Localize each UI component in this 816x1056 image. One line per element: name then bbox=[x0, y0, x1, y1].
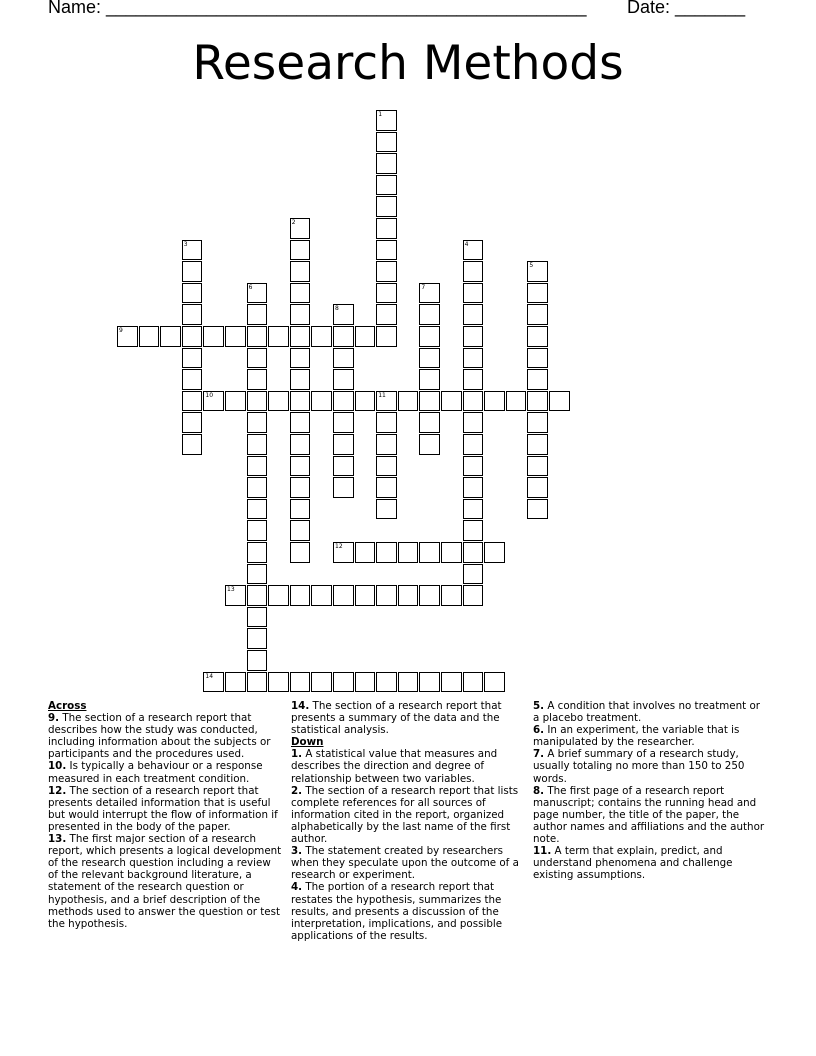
crossword-cell[interactable] bbox=[419, 585, 440, 606]
crossword-cell[interactable] bbox=[247, 304, 268, 325]
name-field-label: Name: ________________________________________________ bbox=[48, 0, 587, 17]
crossword-cell[interactable] bbox=[355, 326, 376, 347]
crossword-cell[interactable] bbox=[290, 261, 311, 282]
crossword-cell[interactable] bbox=[333, 412, 354, 433]
crossword-cell[interactable] bbox=[290, 283, 311, 304]
crossword-cell[interactable] bbox=[333, 672, 354, 693]
crossword-cell[interactable] bbox=[247, 499, 268, 520]
crossword-cell[interactable] bbox=[398, 391, 419, 412]
crossword-cell[interactable] bbox=[290, 456, 311, 477]
down-heading: Down bbox=[291, 736, 324, 749]
crossword-cell[interactable] bbox=[376, 261, 397, 282]
clue-number-label: 2 bbox=[291, 219, 296, 226]
crossword-cell[interactable] bbox=[463, 477, 484, 498]
crossword-cell[interactable] bbox=[376, 132, 397, 153]
crossword-cell[interactable] bbox=[182, 304, 203, 325]
crossword-cell[interactable] bbox=[247, 348, 268, 369]
crossword-cell[interactable] bbox=[247, 650, 268, 671]
crossword-cell[interactable] bbox=[247, 391, 268, 412]
crossword-cell[interactable] bbox=[333, 304, 354, 325]
crossword-cell[interactable] bbox=[463, 283, 484, 304]
crossword-cell[interactable] bbox=[333, 348, 354, 369]
crossword-cell[interactable] bbox=[419, 542, 440, 563]
crossword-cell[interactable] bbox=[527, 434, 548, 455]
date-field-label: Date: _______ bbox=[627, 0, 746, 17]
crossword-cell[interactable] bbox=[527, 477, 548, 498]
crossword-cell[interactable] bbox=[419, 412, 440, 433]
crossword-cell[interactable] bbox=[527, 283, 548, 304]
crossword-cell[interactable] bbox=[290, 434, 311, 455]
crossword-cell[interactable] bbox=[527, 456, 548, 477]
crossword-cell[interactable] bbox=[376, 110, 397, 131]
crossword-cell[interactable] bbox=[247, 326, 268, 347]
clue-down-1: 1. A statistical value that measures and describes the direction and degree of relationship between two variables. bbox=[291, 748, 498, 785]
clue-down-6: 6. In an experiment, the variable that is manipulated by the researcher. bbox=[533, 724, 740, 749]
crossword-cell[interactable] bbox=[268, 672, 289, 693]
crossword-cell[interactable] bbox=[549, 391, 570, 412]
crossword-cell[interactable] bbox=[376, 240, 397, 261]
crossword-cell[interactable] bbox=[355, 542, 376, 563]
crossword-cell[interactable] bbox=[268, 391, 289, 412]
crossword-cell[interactable] bbox=[441, 585, 462, 606]
crossword-cell[interactable] bbox=[290, 218, 311, 239]
crossword-cell[interactable] bbox=[463, 348, 484, 369]
clue-number-label: 13 bbox=[227, 586, 235, 594]
crossword-cell[interactable] bbox=[290, 499, 311, 520]
crossword-cell[interactable] bbox=[376, 304, 397, 325]
crossword-cell[interactable] bbox=[376, 542, 397, 563]
clue-number-label: 1 bbox=[378, 111, 383, 118]
crossword-cell[interactable] bbox=[419, 391, 440, 412]
crossword-cell[interactable] bbox=[463, 499, 484, 520]
crossword-cell[interactable] bbox=[117, 326, 138, 347]
crossword-cell[interactable] bbox=[376, 175, 397, 196]
crossword-cell[interactable] bbox=[419, 304, 440, 325]
crossword-cell[interactable] bbox=[290, 391, 311, 412]
crossword-cell[interactable] bbox=[376, 283, 397, 304]
crossword-cell[interactable] bbox=[398, 542, 419, 563]
crossword-cell[interactable] bbox=[203, 391, 224, 412]
crossword-cell[interactable] bbox=[463, 520, 484, 541]
crossword-cell[interactable] bbox=[463, 391, 484, 412]
clue-number-label: 6 bbox=[248, 283, 253, 291]
clue-down-7: 7. A brief summary of a research study, usually totaling no more than 150 to 250 words. bbox=[533, 748, 745, 785]
crossword-cell[interactable] bbox=[182, 434, 203, 455]
crossword-cell[interactable] bbox=[290, 348, 311, 369]
crossword-cell[interactable] bbox=[419, 326, 440, 347]
crossword-cell[interactable] bbox=[225, 391, 246, 412]
clue-number-label: 9 bbox=[119, 327, 123, 334]
crossword-cell[interactable] bbox=[247, 456, 268, 477]
crossword-cell[interactable] bbox=[203, 326, 224, 347]
clue-number-label: 11 bbox=[378, 391, 386, 399]
crossword-cell[interactable] bbox=[182, 348, 203, 369]
clue-down-4: 4. The portion of a research report that restates the hypothesis, summarizes the results, and presents a discussion of the interpretation, implications, and possible applications of the results. bbox=[291, 881, 503, 942]
crossword-cell[interactable] bbox=[527, 391, 548, 412]
crossword-cell[interactable] bbox=[419, 369, 440, 390]
crossword-cell[interactable] bbox=[333, 326, 354, 347]
crossword-cell[interactable] bbox=[247, 542, 268, 563]
clue-across-12: 12. The section of a research report that presents detailed information that is useful but would interrupt the flow of information if presented in the body of the paper. bbox=[48, 784, 278, 833]
across-heading: Across bbox=[48, 700, 87, 712]
crossword-cell[interactable] bbox=[463, 564, 484, 585]
crossword-cell[interactable] bbox=[376, 153, 397, 174]
crossword-cell[interactable] bbox=[463, 412, 484, 433]
crossword-cell[interactable] bbox=[398, 585, 419, 606]
crossword-cell[interactable] bbox=[247, 628, 268, 649]
crossword-cell[interactable] bbox=[247, 672, 268, 693]
page-title: Research Methods bbox=[192, 36, 624, 91]
crossword-cell[interactable] bbox=[247, 607, 268, 628]
crossword-cell[interactable] bbox=[225, 326, 246, 347]
crossword-cell[interactable] bbox=[527, 369, 548, 390]
crossword-cell[interactable] bbox=[463, 585, 484, 606]
clue-across-10: 10. Is typically a behaviour or a response measured in each treatment condition. bbox=[48, 760, 263, 785]
crossword-cell[interactable] bbox=[376, 434, 397, 455]
crossword-cell[interactable] bbox=[268, 585, 289, 606]
crossword-cell[interactable] bbox=[290, 326, 311, 347]
crossword-cell[interactable] bbox=[247, 369, 268, 390]
crossword-cell[interactable] bbox=[225, 585, 246, 606]
clue-down-8: 8. The first page of a research report manuscript; contains the running head and page number, the title of the paper, the author names and affiliations and the author note. bbox=[533, 784, 765, 846]
crossword-cell[interactable] bbox=[527, 304, 548, 325]
crossword-cell[interactable] bbox=[355, 672, 376, 693]
crossword-cell[interactable] bbox=[527, 412, 548, 433]
crossword-cell[interactable] bbox=[182, 261, 203, 282]
clue-number-label: 12 bbox=[335, 543, 343, 550]
crossword-cell[interactable] bbox=[182, 412, 203, 433]
crossword-cell[interactable] bbox=[290, 477, 311, 498]
crossword-cell[interactable] bbox=[419, 348, 440, 369]
crossword-cell[interactable] bbox=[290, 369, 311, 390]
clue-number-label: 5 bbox=[529, 262, 534, 270]
clue-down-11: 11. A term that explain, predict, and understand phenomena and challenge existing assumptions. bbox=[533, 845, 733, 882]
crossword-cell[interactable] bbox=[419, 283, 440, 304]
crossword-cell[interactable] bbox=[527, 261, 548, 282]
crossword-cell[interactable] bbox=[290, 240, 311, 261]
crossword-cell[interactable] bbox=[463, 542, 484, 563]
clue-number-label: 3 bbox=[183, 240, 188, 248]
crossword-cell[interactable] bbox=[182, 391, 203, 412]
clue-down-5: 5. A condition that involves no treatment or a placebo treatment. bbox=[533, 700, 761, 725]
crossword-cell[interactable] bbox=[484, 542, 505, 563]
clues-column-1 bbox=[48, 700, 283, 930]
crossword-cell[interactable] bbox=[290, 672, 311, 693]
clue-number-label: 7 bbox=[421, 283, 426, 291]
crossword-cell[interactable] bbox=[506, 391, 527, 412]
crossword-cell[interactable] bbox=[398, 672, 419, 693]
crossword-cell[interactable] bbox=[376, 326, 397, 347]
crossword-cell[interactable] bbox=[463, 434, 484, 455]
crossword-cell[interactable] bbox=[376, 391, 397, 412]
clue-across-13: 13. The first major section of a research report, which presents a logical development of the research question including a review of the relevant background literature, a statement of the research question or hypothesis, and a brief description of the methods used to answer the question or test the hypothesis. bbox=[48, 833, 282, 930]
crossword-cell[interactable] bbox=[247, 412, 268, 433]
crossword-cell[interactable] bbox=[355, 391, 376, 412]
crossword-cell[interactable] bbox=[419, 672, 440, 693]
crossword-cell[interactable] bbox=[463, 326, 484, 347]
crossword-cell[interactable] bbox=[376, 412, 397, 433]
clues-column-3 bbox=[533, 700, 768, 881]
crossword-cell[interactable] bbox=[247, 520, 268, 541]
crossword-cell[interactable] bbox=[225, 672, 246, 693]
crossword-cell[interactable] bbox=[311, 585, 332, 606]
clue-number-label: 10 bbox=[205, 391, 214, 399]
crossword-cell[interactable] bbox=[376, 218, 397, 239]
crossword-cell[interactable] bbox=[333, 542, 354, 563]
crossword-cell[interactable] bbox=[333, 391, 354, 412]
crossword-cell[interactable] bbox=[182, 326, 203, 347]
clue-across-14: 14. The section of a research report that presents a summary of the data and the statistical analysis. bbox=[291, 700, 502, 737]
crossword-cell[interactable] bbox=[333, 369, 354, 390]
crossword-cell[interactable] bbox=[376, 196, 397, 217]
clue-down-3: 3. The statement created by researchers when they speculate upon the outcome of a research or experiment. bbox=[291, 845, 519, 882]
crossword-cell[interactable] bbox=[376, 585, 397, 606]
crossword-cell[interactable] bbox=[441, 542, 462, 563]
crossword-cell[interactable] bbox=[333, 456, 354, 477]
clue-number-label: 4 bbox=[464, 240, 469, 248]
crossword-cell[interactable] bbox=[311, 672, 332, 693]
crossword-cell[interactable] bbox=[419, 434, 440, 455]
crossword-cell[interactable] bbox=[247, 477, 268, 498]
crossword-cell[interactable] bbox=[160, 326, 181, 347]
crossword-cell[interactable] bbox=[290, 520, 311, 541]
clue-number-label: 8 bbox=[335, 305, 339, 313]
crossword-cell[interactable] bbox=[441, 672, 462, 693]
crossword-cell[interactable] bbox=[290, 542, 311, 563]
crossword-cell[interactable] bbox=[463, 261, 484, 282]
crossword-cell[interactable] bbox=[484, 391, 505, 412]
crossword-cell[interactable] bbox=[182, 369, 203, 390]
crossword-cell[interactable] bbox=[311, 326, 332, 347]
crossword-cell[interactable] bbox=[527, 326, 548, 347]
crossword-cell[interactable] bbox=[311, 391, 332, 412]
crossword-cell[interactable] bbox=[182, 240, 203, 261]
crossword-cell[interactable] bbox=[463, 240, 484, 261]
crossword-cell[interactable] bbox=[333, 585, 354, 606]
crossword-cell[interactable] bbox=[527, 499, 548, 520]
crossword-cell[interactable] bbox=[463, 456, 484, 477]
crossword-cell[interactable] bbox=[441, 391, 462, 412]
crossword-cell[interactable] bbox=[247, 585, 268, 606]
crossword-cell[interactable] bbox=[247, 283, 268, 304]
crossword-cell[interactable] bbox=[247, 434, 268, 455]
crossword-cell[interactable] bbox=[376, 456, 397, 477]
crossword-cell[interactable] bbox=[527, 348, 548, 369]
crossword-cell[interactable] bbox=[484, 672, 505, 693]
crossword-cell[interactable] bbox=[139, 326, 160, 347]
crossword-cell[interactable] bbox=[247, 564, 268, 585]
clue-across-9: 9. The section of a research report that describes how the study was conducted, including information about the subjects or participants and the procedures used. bbox=[48, 712, 271, 761]
crossword-cell[interactable] bbox=[290, 304, 311, 325]
crossword-cell[interactable] bbox=[376, 477, 397, 498]
crossword-cell[interactable] bbox=[203, 672, 224, 693]
crossword-cell[interactable] bbox=[182, 283, 203, 304]
crossword-cell[interactable] bbox=[463, 369, 484, 390]
clue-number-label: 14 bbox=[205, 672, 214, 680]
crossword-cell[interactable] bbox=[333, 477, 354, 498]
crossword-cell[interactable] bbox=[268, 326, 289, 347]
crossword-cell[interactable] bbox=[333, 434, 354, 455]
clues-column-2 bbox=[291, 700, 526, 942]
crossword-cell[interactable] bbox=[376, 672, 397, 693]
clue-down-2: 2. The section of a research report that lists complete references for all sources of information cited in the report, organized alphabetically by the last name of the first author. bbox=[291, 784, 519, 846]
crossword-cell[interactable] bbox=[290, 585, 311, 606]
crossword-cell[interactable] bbox=[463, 304, 484, 325]
crossword-cell[interactable] bbox=[355, 585, 376, 606]
crossword-cell[interactable] bbox=[376, 499, 397, 520]
crossword-cell[interactable] bbox=[463, 672, 484, 693]
crossword-cell[interactable] bbox=[290, 412, 311, 433]
